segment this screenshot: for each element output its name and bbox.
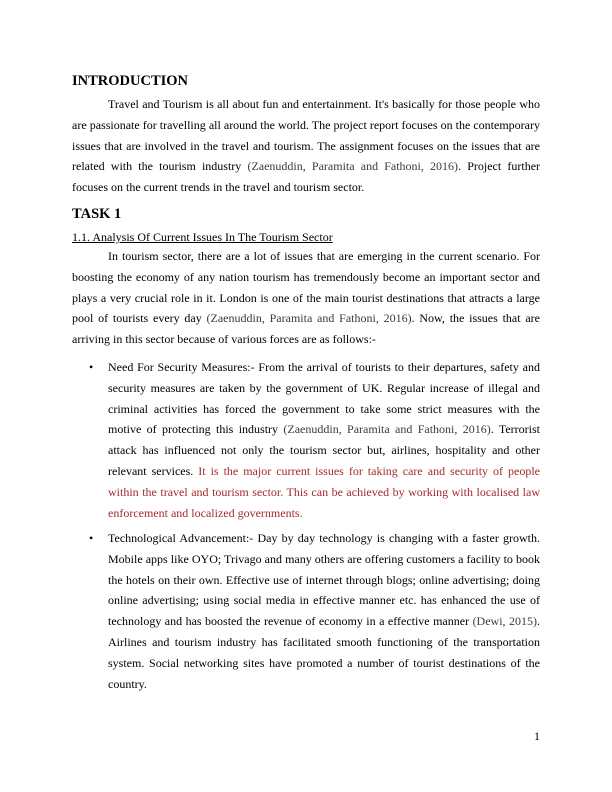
introduction-heading: INTRODUCTION xyxy=(72,73,189,89)
bullet-marker-technology: • xyxy=(89,531,94,545)
task1-text: In tourism sector, there are a lot of issues that are emerging in the current scenario. For boosting the economy of any nation tourism has tremendously become an important sector and plays a very crucial role in it. London is one of the main tourist destinations that attracts a large pool of tourists every day xyxy=(72,249,540,326)
introduction-text: Travel and Tourism is all about fun and entertainment. It's basically for those people who are passionate for travelling all around the world. The project report focuses on the contemporary issues that are involved in the travel and tourism. The assignment focuses on the issues that are related with the tourism industry xyxy=(72,97,540,174)
bullet-security-measures xyxy=(108,357,540,523)
bullet-technology-citation: (Dewi, 2015) xyxy=(472,614,538,629)
bullet-technological-advancement xyxy=(108,528,540,694)
task1-heading: TASK 1 xyxy=(72,206,122,222)
bullet-technology-text-end: . Airlines and tourism industry has facilitated smooth functioning of the transportation system. Social networking sites have promoted a number of tourist destinations of the country. xyxy=(108,614,541,691)
bullet-security-text: Need For Security Measures:- From the arrival of tourists to their departures, safety and security measures are taken by the government of UK. Regular increase of illegal and criminal activities has forced the government to take some strict measures with the motive of protecting this industry xyxy=(108,360,540,437)
task1-text-end: . Now, the issues that are arriving in this sector because of various forces are as follows:- xyxy=(72,311,540,347)
task1-citation: (Zaenuddin, Paramita and Fathoni, 2016) xyxy=(206,311,412,326)
bullet-marker-security: • xyxy=(89,360,94,374)
introduction-paragraph xyxy=(72,94,540,198)
page-number: 1 xyxy=(534,729,540,743)
bullet-technology-text: Technological Advancement:- Day by day technology is changing with a faster growth. Mobile apps like OYO; Trivago and many others are offering customers a facility to book the hotels on their own. Effective use of internet through blogs; online advertising; doing online advertising; using social media in effective manner etc. has enhanced the use of technology and has boosted the revenue of economy in a effective manner xyxy=(108,531,540,629)
task1-subheading: 1.1. Analysis Of Current Issues In The Tourism Sector xyxy=(72,230,333,244)
introduction-text-end: . Project further focuses on the current trends in the travel and tourism sector. xyxy=(72,159,541,195)
bullet-security-highlight: It is the major current issues for taking care and security of people within the travel and tourism sector. This can be achieved by working with localised law enforcement and localized governments. xyxy=(108,463,540,520)
introduction-citation: (Zaenuddin, Paramita and Fathoni, 2016) xyxy=(247,159,459,174)
task1-paragraph xyxy=(72,246,540,350)
bullet-security-text-end: . Terrorist attack has influenced not only the tourism sector but, airlines, hospitality and other relevant services. xyxy=(108,422,540,478)
bullet-security-citation: (Zaenuddin, Paramita and Fathoni, 2016) xyxy=(283,422,491,437)
